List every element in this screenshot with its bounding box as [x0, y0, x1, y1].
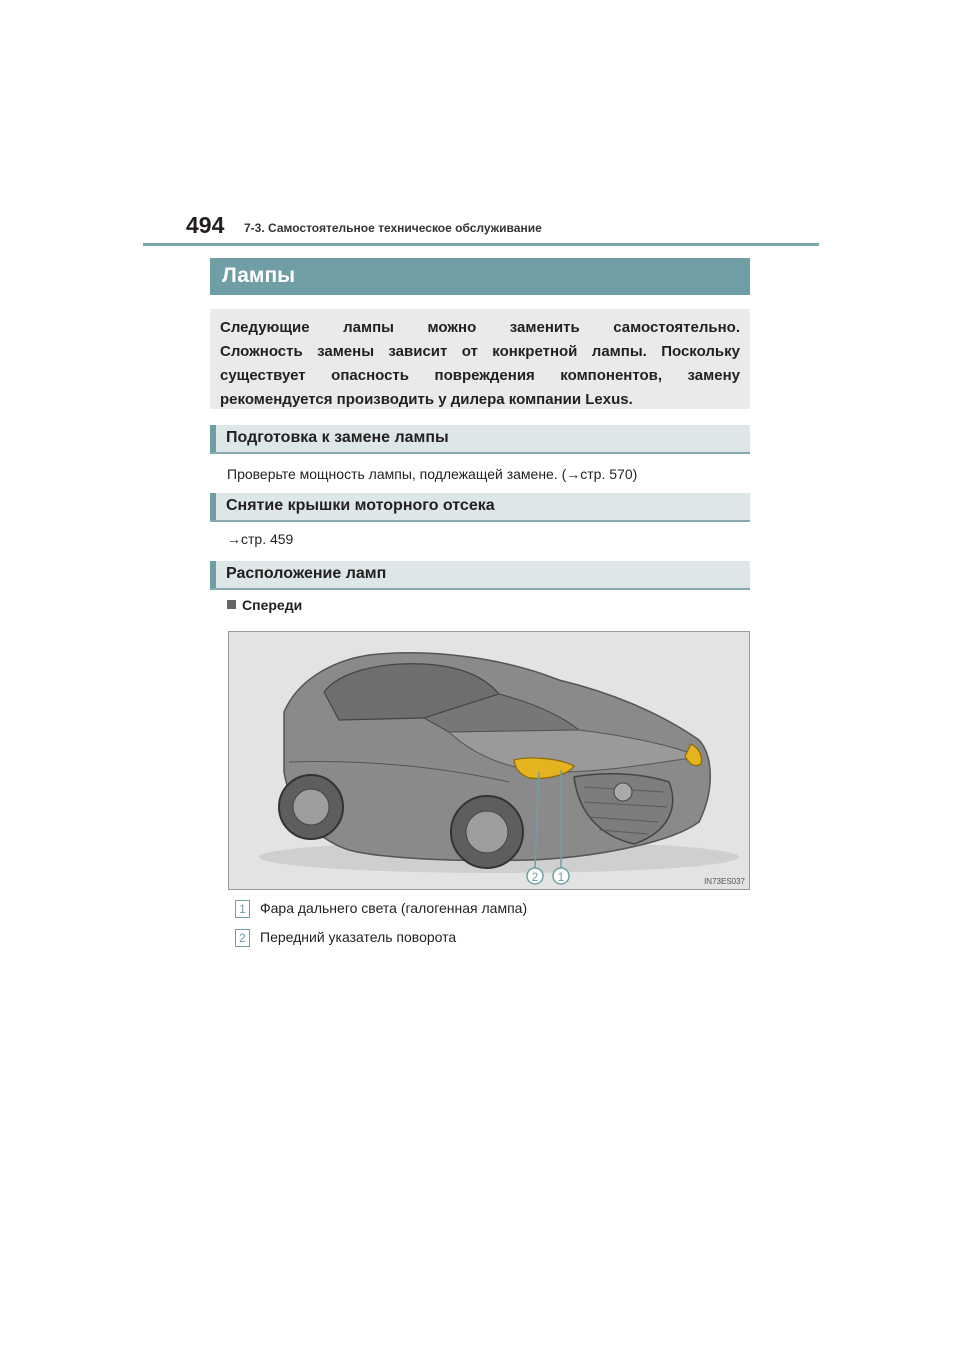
section-heading-text: Снятие крышки моторного отсека	[226, 497, 495, 514]
legend-number: 1	[235, 900, 250, 918]
legend-text: Передний указатель поворота	[260, 929, 457, 945]
preparation-text: Проверьте мощность лампы, подлежащей замене. (→стр. 570)	[227, 466, 638, 482]
hood-cover-reference: →стр. 459	[227, 531, 294, 547]
intro-line: существует опасность повреждения компонентов, замену	[220, 367, 740, 384]
legend-number: 2	[235, 929, 250, 947]
running-head: 7-3. Самостоятельное техническое обслуживание	[244, 221, 542, 235]
header-rule	[143, 243, 819, 246]
intro-line: Сложность замены зависит от конкретной лампы. Поскольку	[220, 343, 740, 360]
section-heading-lamp-locations	[210, 561, 750, 590]
legend-item	[235, 929, 456, 947]
callout-label: 2	[531, 870, 539, 884]
intro-line: Следующие лампы можно заменить самостоятельно.	[220, 319, 740, 336]
page-title: Лампы	[222, 264, 296, 287]
page-number: 494	[186, 212, 225, 238]
page-title-bar	[210, 258, 750, 295]
legend-text: Фара дальнего света (галогенная лампа)	[260, 900, 528, 916]
legend-item	[235, 900, 527, 918]
subheading-text: Спереди	[242, 597, 303, 613]
section-heading-text: Расположение ламп	[226, 565, 387, 582]
car-drawing	[229, 632, 749, 889]
square-bullet-icon	[227, 600, 236, 609]
callout-label: 1	[557, 870, 565, 884]
car-front-illustration	[228, 631, 750, 890]
figure-code: IN73ES037	[704, 877, 745, 886]
intro-box	[210, 309, 750, 409]
section-heading-text: Подготовка к замене лампы	[226, 429, 449, 446]
section-heading-preparation	[210, 425, 750, 454]
section-heading-hood-cover	[210, 493, 750, 522]
intro-line: рекомендуется производить у дилера компании Lexus.	[220, 391, 633, 408]
subheading-front	[227, 597, 302, 613]
